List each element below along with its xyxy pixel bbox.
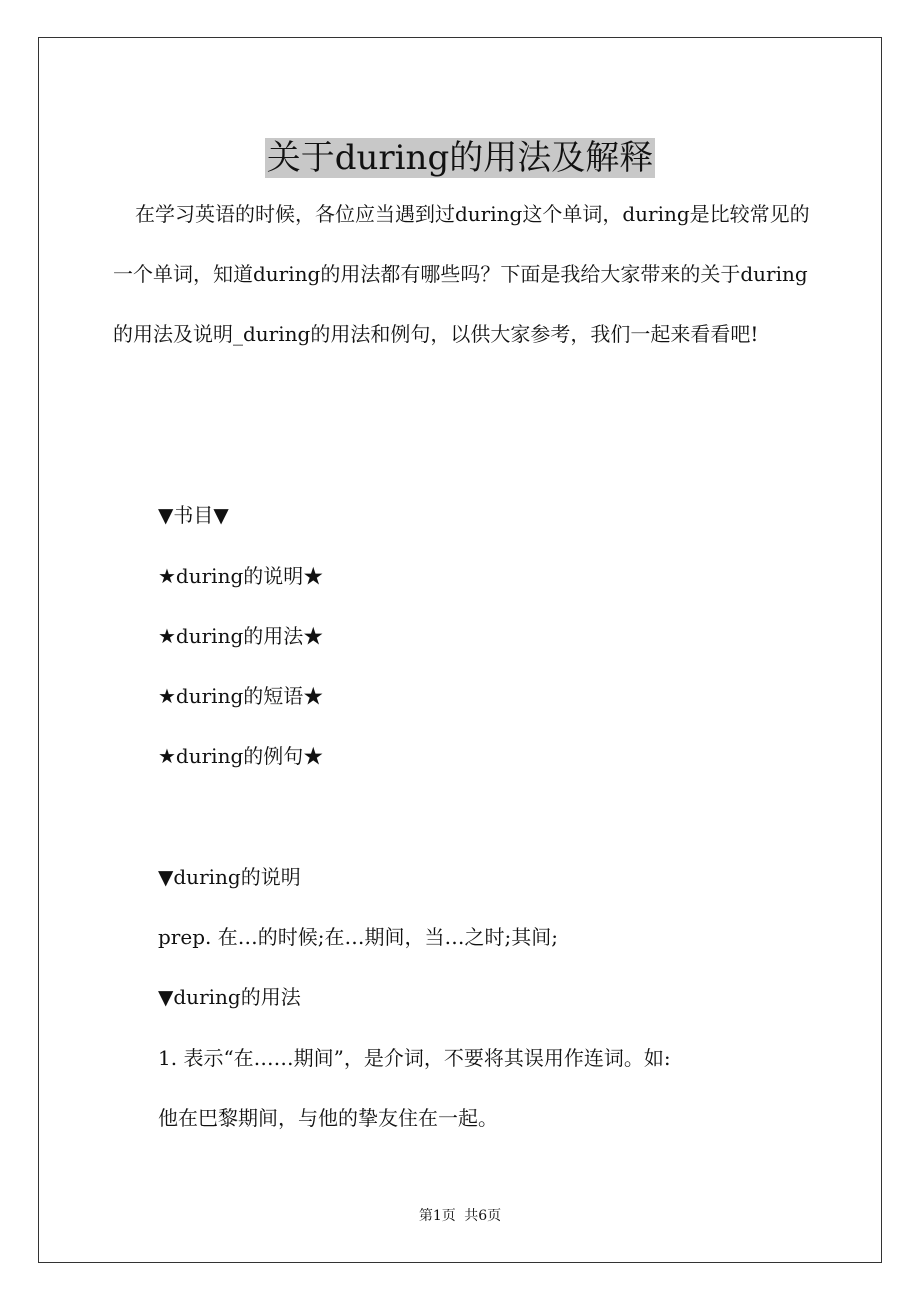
page-footer xyxy=(0,1206,920,1226)
toc-item: ★during的说明★ xyxy=(158,564,324,588)
title-text: 关于during的用法及解释 xyxy=(266,137,654,178)
toc-item: ★during的用法★ xyxy=(158,624,324,648)
toc-item: ★during的短语★ xyxy=(158,684,324,708)
section-heading-usage: ▼during的用法 xyxy=(158,985,301,1009)
section-heading-definition: ▼during的说明 xyxy=(158,865,301,889)
page-number: 第1页 xyxy=(418,1208,456,1224)
document-title xyxy=(0,133,920,183)
usage-example: 他在巴黎期间，与他的挚友住在一起。 xyxy=(158,1106,498,1130)
definition-text: prep. 在…的时候;在…期间，当…之时;其间; xyxy=(158,925,558,949)
toc-item: ★during的例句★ xyxy=(158,744,324,768)
intro-paragraph: 在学习英语的时候，各位应当遇到过during这个单词，during是比较常见的一个单词，知道during的用法都有哪些吗？下面是我给大家带来的关于during的用法及说明_during的用法和例句，以供大家参考，我们一起来看看吧! xyxy=(113,202,810,346)
page-total: 共6页 xyxy=(464,1208,502,1224)
toc-heading: ▼书目▼ xyxy=(158,503,229,527)
usage-point: 1. 表示“在……期间”，是介词，不要将其误用作连词。如: xyxy=(158,1046,671,1070)
